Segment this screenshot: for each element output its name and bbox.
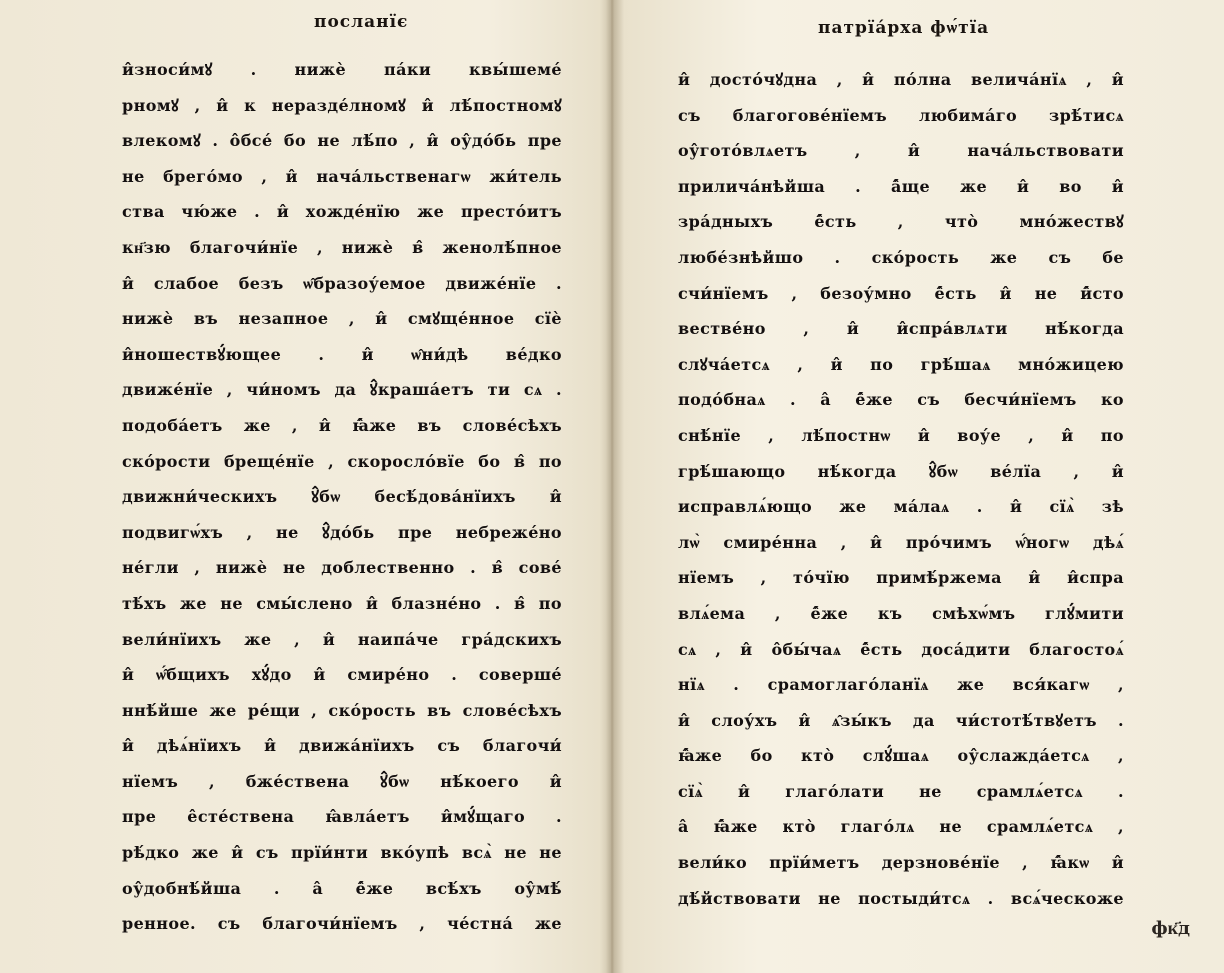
text-line: ꙗ̂́же бо кто̀ слꙋ́шаѧ оу̂слажда́етсѧ , [678, 746, 1124, 766]
text-line: нижѐ въ незапное , и̂ смꙋще́нное сїѐ [122, 309, 562, 329]
text-line: оу̂гото́влѧетъ , и̂ нача́льствовати [678, 141, 1124, 161]
text-line: и̂ слоу́хъ и̂ ѧ̂зы́къ да чи́стотѣ́твꙋетъ . [678, 710, 1124, 730]
text-line: лѡ̀ смире́нна , и̂ про́чимъ ѡ̂́ногѡ дѣѧ́ [678, 532, 1124, 552]
text-line: вестве́но , и̂ и̂спра́влѧти нѣ́когда [678, 319, 1124, 339]
text-line: любе́знѣйшо . ско́рость же съ бе [678, 247, 1124, 267]
text-line: ства чю́же . и̂ хожде́нїю же престо́итъ [122, 202, 562, 222]
text-line: прилича́нѣйша . а̂́ще же и̂ во и̂ [678, 176, 1124, 196]
text-line: не́гли , нижѐ не доблественно . в̂ сове́ [122, 558, 562, 578]
text-line: нїѧ . срамоглаго́ланїѧ же вся́кагѡ , [678, 675, 1124, 695]
right-text-block [678, 62, 1124, 916]
text-line: подо́бнаѧ . а̂ е̂́же съ бесчи́нїемъ ко [678, 390, 1124, 410]
text-line: зра́дныхъ е̂́сть , что̀ мно́жествꙋ [678, 212, 1124, 232]
text-line: ско́рости бреще́нїе , скоросло́вїе бо в̂ по [122, 451, 562, 471]
left-text-block [122, 52, 562, 942]
text-line: сѧ , и̂ о̂бы́чаѧ е̂́сть доса́дити благостоѧ́ [678, 639, 1124, 659]
text-line: и̂зноси́мꙋ . нижѐ па́ки квы́шеме́ [122, 60, 562, 79]
page-number: фк҃д [1151, 918, 1190, 939]
text-line: оу̂добнѣ́йша . а̂ е̂́же всѣ́хъ оу̂мѣ́ [122, 878, 562, 898]
text-line: и̂ношествꙋ́ющее . и̂ ѡ̂ни́дѣ ве́дко [122, 344, 562, 364]
text-line: нїемъ , бже́ствена ꙋ̂бѡ нѣ́коего и̂ [122, 771, 562, 791]
text-line: рѣ́дко же и̂ съ прїи́нти вко́упѣ всѧ̀ не не [122, 843, 562, 863]
text-line: ренное. съ благочи́нїемъ , че́стна́ же [122, 914, 562, 934]
text-line: влѧ́ема , е̂́же къ смѣхѡ́мъ глꙋ́мити [678, 603, 1124, 623]
text-line: не брего́мо , и̂ нача́льственагѡ жи́тель [122, 166, 562, 186]
text-line: кн҃зю благочи́нїе , нижѐ в̂ женолѣ́пное [122, 237, 562, 257]
text-line: подвигѡ́хъ , не ꙋ̂до́бь пре небреже́но [122, 522, 562, 542]
text-line: ннѣ́йше же ре́щи , ско́рость въ слове́сѣхъ [122, 700, 562, 720]
text-line: вели́нїихъ же , и̂ наипа́че гра́дскихъ [122, 629, 562, 649]
text-line: влекомꙋ . о̂бсе́ бо не лѣ́по , и̂ оу̂до́бь пре [122, 131, 562, 151]
right-page [612, 0, 1224, 973]
text-line: а̂ ꙗ̂́же кто̀ глаго́лѧ не срамлѧ́етсѧ , [678, 817, 1124, 837]
text-line: снѣ́нїе , лѣ́постнѡ и̂ воу́е , и̂ по [678, 425, 1124, 445]
text-line: грѣ́шающо нѣ́когда ꙋ̂бѡ ве́лїа , и̂ [678, 461, 1124, 481]
text-line: и̂ ѡ̂́бщихъ хꙋ́до и̂ смире́но . соверше́ [122, 665, 562, 685]
text-line: подоба́етъ же , и̂ ꙗ̂́же въ слове́сѣхъ [122, 415, 562, 435]
text-line: нїемъ , то́чїю примѣ́ржема и̂ и̂спра [678, 568, 1124, 588]
text-line: и̂ дѣѧ́нїихъ и̂ движа́нїихъ съ благочи́ [122, 736, 562, 756]
text-line: дѣ́йствовати не постыди́тсѧ . всѧ́ческоже [678, 888, 1124, 908]
text-line: исправлѧ́ющо же ма́лаѧ . и̂ сїѧ̀ зѣ [678, 497, 1124, 517]
text-line: движе́нїе , чи́номъ да ꙋ̂краша́етъ ти сѧ . [122, 380, 562, 400]
right-running-head: патрїа́рха фѡ́тїа [818, 18, 990, 38]
text-line: счи́нїемъ , безоу́мно е̂́сть и̂ не и̂́сто [678, 283, 1124, 303]
left-running-head: посланїє [314, 12, 409, 32]
text-line: тѣ́хъ же не смы́слено и̂ блазне́но . в̂ по [122, 593, 562, 613]
text-line: сїѧ̀ и̂ глаго́лати не срамлѧ́етсѧ . [678, 781, 1124, 801]
text-line: и̂ слабое безъ ѡ̂бразоу́емое движе́нїе . [122, 273, 562, 293]
text-line: и̂ досто́чꙋдна , и̂ по́лна велича́нїѧ , и̂ [678, 70, 1124, 89]
text-line: съ благогове́нїемъ любима́го зрѣ́тисѧ [678, 105, 1124, 125]
text-line: пре е̂сте́ствена ꙗ̂вла́етъ и̂мꙋ́щаго . [122, 807, 562, 827]
text-line: вели́ко прїи́метъ дерзнове́нїе , ꙗ̂́кѡ и̂ [678, 853, 1124, 873]
text-line: слꙋча́етсѧ , и̂ по грѣ́шаѧ мно́жицею [678, 354, 1124, 374]
text-line: рномꙋ , и̂ к неразде́лномꙋ и̂ лѣ́постномꙋ [122, 95, 562, 115]
text-line: движни́ческихъ ꙋ̂бѡ бесѣ́дова́нїихъ и̂ [122, 487, 562, 507]
